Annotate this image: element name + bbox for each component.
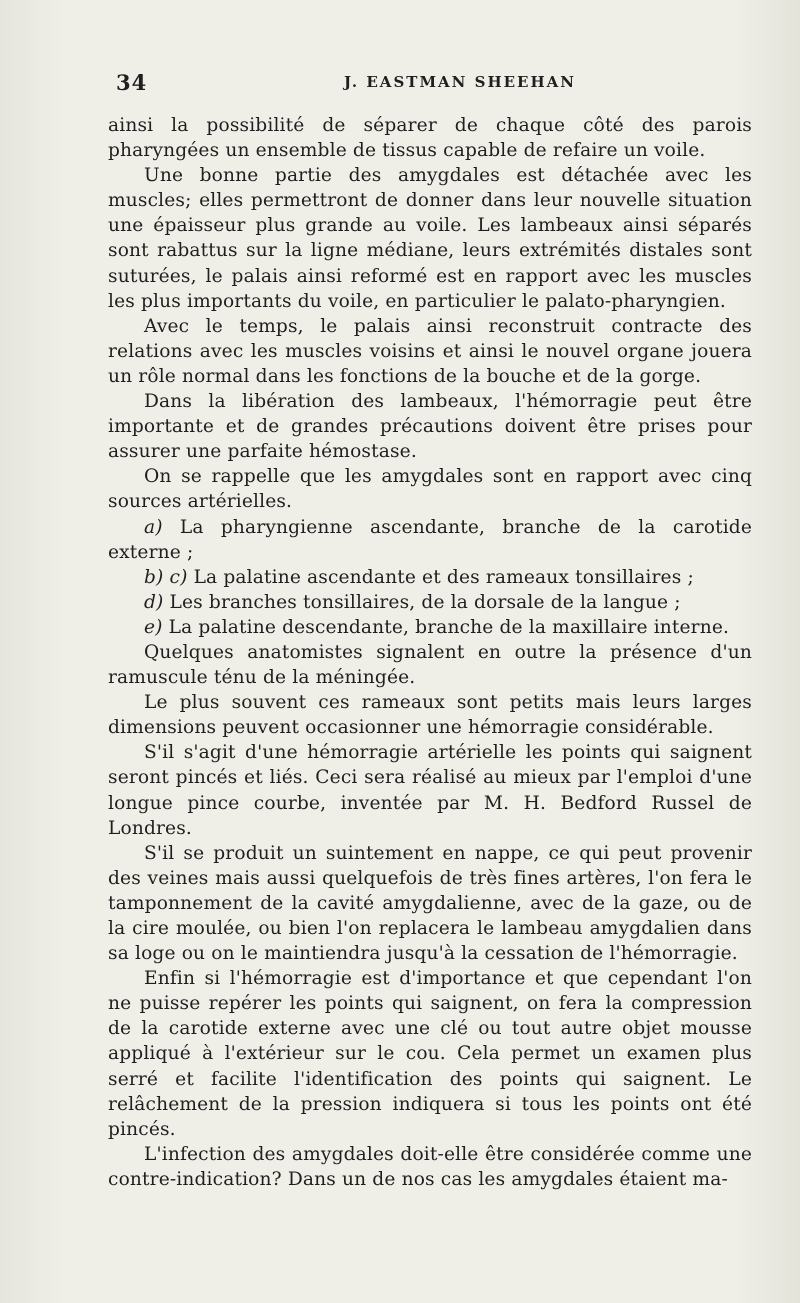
paragraph: Le plus souvent ces rameaux sont petits mais leurs larges dimensions peuvent occasionner une hémorragie considérable. [108,692,752,739]
paragraph: Quelques anatomistes signalent en outre la présence d'un ramuscule ténu de la méningée. [108,641,752,689]
list-marker: a) [144,516,163,538]
list-item-text: Les branches tonsillaires, de la dorsale de la langue ; [169,591,681,613]
list-item-text: La pharyngienne ascendante, branche de la carotide externe ; [108,516,752,563]
list-marker: b) c) [144,566,188,588]
list-marker: e) [144,616,163,638]
paragraph: ainsi la possibilité de séparer de chaque côté des parois pharyngées un ensemble de tissus capable de refaire un voile. [108,115,752,162]
list-item [108,590,752,615]
paragraph: Dans la libération des lambeaux, l'hémorragie peut être importante et de grandes précautions doivent être prises pour assurer une parfaite hémostase. [108,391,752,463]
paragraph: Avec le temps, le palais ainsi reconstruit contracte des relations avec les muscles voisins et ainsi le nouvel organe jouera un rôle normal dans les fonctions de la bouche et de la gorge. [108,315,752,387]
paragraph: S'il s'agit d'une hémorragie artérielle les points qui saignent seront pincés et liés. Ceci sera réalisé au mieux par l'emploi d'une longue pince courbe, inventée par M. H. Bedford Russel de Londres. [108,742,752,839]
running-head: J. EASTMAN SHEEHAN [344,73,577,91]
list-item [108,565,752,590]
list-item [108,515,752,565]
list-item [108,615,752,640]
page-header [116,70,756,96]
list-item-text: La palatine descendante, branche de la maxillaire interne. [168,616,730,638]
page-number: 34 [116,70,148,95]
paragraph: Enfin si l'hémorragie est d'importance et que cependant l'on ne puisse repérer les points qui saignent, on fera la compression de la carotide externe avec une clé ou tout autre objet mousse appliqué à l'extérieur sur le cou. Cela permet un examen plus serré et facilite l'identification des points qui saignent. Le relâchement de la pression indiquera si tous les points ont été pincés. [108,968,752,1140]
paragraph: Une bonne partie des amygdales est détachée avec les muscles; elles permettront de donner dans leur nouvelle situation une épaisseur plus grande au voile. Les lambeaux ainsi séparés sont rabattus sur la ligne médiane, leurs extrémités distales sont suturées, le palais ainsi reformé est en rapport avec les muscles les plus importants du voile, en particulier le palato-pharyngien. [108,165,752,312]
paragraph: On se rappelle que les amygdales sont en rapport avec cinq sources artérielles. [108,466,752,513]
body-text [108,113,752,1192]
paragraph: L'infection des amygdales doit-elle être considérée comme une contre-indication? Dans un de nos cas les amygdales étaient ma- [108,1143,752,1190]
list-marker: d) [144,591,164,613]
list-item-text: La palatine ascendante et des rameaux tonsillaires ; [193,566,694,588]
paragraph: S'il se produit un suintement en nappe, ce qui peut provenir des veines mais aussi quelquefois de très fines artères, l'on fera le tamponnement de la cavité amygdalienne, avec de la gaze, ou de la cire moulée, ou bien l'on replacera le lambeau amygdalien dans sa loge ou on le maintiendra jusqu'à la cessation de l'hémorragie. [108,842,752,965]
